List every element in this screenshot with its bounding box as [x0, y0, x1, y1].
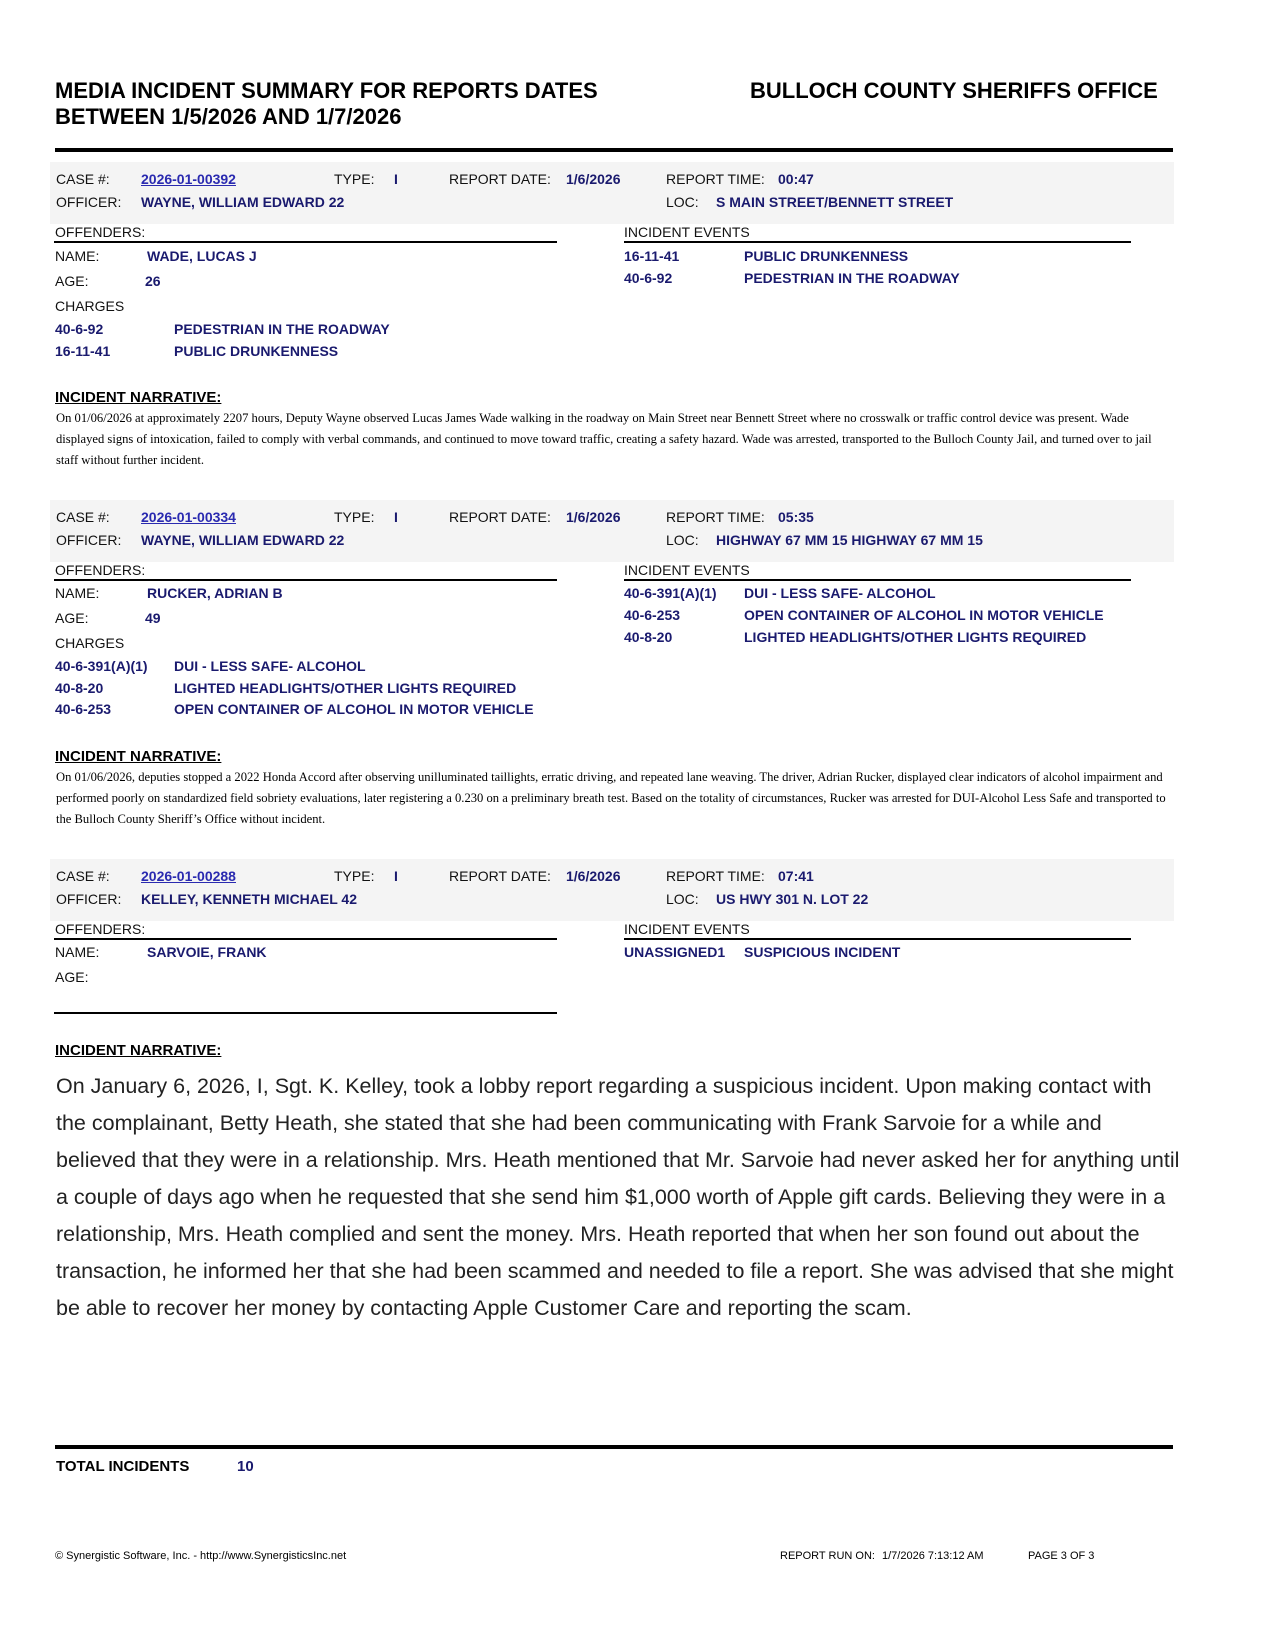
- loc-value: S MAIN STREET/BENNETT STREET: [716, 194, 954, 210]
- loc-value: HIGHWAY 67 MM 15 HIGHWAY 67 MM 15: [716, 532, 983, 548]
- total-incidents-label: TOTAL INCIDENTS: [56, 1458, 190, 1475]
- narrative-heading: INCIDENT NARRATIVE:: [55, 748, 222, 765]
- offender-name: RUCKER, ADRIAN B: [147, 585, 283, 601]
- case-number-link[interactable]: 2026-01-00334: [141, 509, 236, 525]
- charge-code: 40-6-253: [55, 701, 112, 717]
- report-date-value: 1/6/2026: [566, 509, 621, 525]
- events-underline: [624, 241, 1131, 243]
- narrative-text: On January 6, 2026, I, Sgt. K. Kelley, took a lobby report regarding a suspicious incident. Upon making contact with the complainant, Betty Heath, she stated that she had been communicating with Frank Sarvoie for a while and believed that they were in a relationship. Mrs. Heath mentioned that Mr. Sarvoie had never asked her for anything until a couple of days ago when he requested that she send him $1,000 worth of Apple gift cards. Believing they were in a relationship, Mrs. Heath complied and sent the money. Mrs. Heath reported that when her son found out about the transaction, he informed her that she had been scammed and needed to file a report. She was advised that she might be able to recover her money by contacting Apple Customer Care and reporting the scam.: [56, 1074, 1180, 1320]
- offenders-underline: [54, 938, 557, 940]
- charge-code: 40-8-20: [55, 680, 104, 696]
- charge-code: 40-6-391(A)(1): [55, 658, 148, 674]
- type-label: TYPE:: [334, 171, 375, 187]
- loc-label: LOC:: [666, 532, 699, 548]
- event-desc: SUSPICIOUS INCIDENT: [744, 944, 901, 960]
- incident-events-label: INCIDENT EVENTS: [624, 562, 750, 578]
- event-code: 40-8-20: [624, 629, 673, 645]
- narrative-heading: INCIDENT NARRATIVE:: [55, 1042, 222, 1059]
- page-indicator: PAGE 3 OF 3: [1028, 1550, 1095, 1562]
- type-value: I: [394, 171, 398, 187]
- type-label: TYPE:: [334, 509, 375, 525]
- report-run-label: REPORT RUN ON:: [780, 1550, 875, 1562]
- narrative-text: On 01/06/2026, deputies stopped a 2022 Honda Accord after observing unilluminated taillights, erratic driving, and repeated lane weaving. The driver, Adrian Rucker, displayed clear indicators of alcohol impairment and performed poorly on standardized field sobriety evaluations, later registering a 0.230 on a preliminary breath test. Based on the totality of circumstances, Rucker was arrested for DUI-Alcohol Less Safe and transported to the Bulloch County Sheriff’s Office without incident.: [56, 770, 1166, 826]
- event-code: 40-6-253: [624, 607, 681, 623]
- age-label: AGE:: [55, 969, 89, 985]
- case-number-link[interactable]: 2026-01-00288: [141, 868, 236, 884]
- case-number-label: CASE #:: [56, 509, 110, 525]
- report-time-value: 05:35: [778, 509, 814, 525]
- report-date-label: REPORT DATE:: [449, 868, 551, 884]
- charge-desc: DUI - LESS SAFE- ALCOHOL: [174, 658, 366, 674]
- narrative-text: On 01/06/2026 at approximately 2207 hours, Deputy Wayne observed Lucas James Wade walking in the roadway on Main Street near Bennett Street where no crosswalk or traffic control device was present. Wade displayed signs of intoxication, failed to comply with verbal commands, and continued to move toward traffic, creating a safety hazard. Wade was arrested, transported to the Bulloch County Jail, and turned over to jail staff without further incident.: [56, 411, 1152, 467]
- events-underline: [624, 938, 1131, 940]
- report-time-label: REPORT TIME:: [666, 868, 765, 884]
- officer-label: OFFICER:: [56, 194, 122, 210]
- report-date-value: 1/6/2026: [566, 171, 621, 187]
- type-value: I: [394, 868, 398, 884]
- name-label: NAME:: [55, 248, 100, 264]
- event-code: 40-6-92: [624, 270, 673, 286]
- age-label: AGE:: [55, 273, 89, 289]
- event-code: 16-11-41: [624, 248, 680, 264]
- charges-label: CHARGES: [55, 635, 125, 651]
- officer-label: OFFICER:: [56, 532, 122, 548]
- event-desc: LIGHTED HEADLIGHTS/OTHER LIGHTS REQUIRED: [744, 629, 1087, 645]
- type-value: I: [394, 509, 398, 525]
- officer-value: WAYNE, WILLIAM EDWARD 22: [141, 194, 345, 210]
- offender-name: SARVOIE, FRANK: [147, 944, 267, 960]
- charge-desc: OPEN CONTAINER OF ALCOHOL IN MOTOR VEHICLE: [174, 701, 534, 717]
- event-desc: PUBLIC DRUNKENNESS: [744, 248, 909, 264]
- charge-desc: LIGHTED HEADLIGHTS/OTHER LIGHTS REQUIRED: [174, 680, 517, 696]
- header-rule: [55, 148, 1173, 152]
- report-time-value: 07:41: [778, 868, 814, 884]
- footer-copyright: © Synergistic Software, Inc. - http://www.SynergisticsInc.net: [55, 1550, 347, 1562]
- total-incidents-value: 10: [237, 1458, 254, 1475]
- report-title-line1: MEDIA INCIDENT SUMMARY FOR REPORTS DATES: [55, 78, 598, 103]
- event-desc: OPEN CONTAINER OF ALCOHOL IN MOTOR VEHICLE: [744, 607, 1104, 623]
- charge-desc: PUBLIC DRUNKENNESS: [174, 343, 339, 359]
- report-date-label: REPORT DATE:: [449, 509, 551, 525]
- offender-age: 49: [145, 610, 161, 626]
- loc-label: LOC:: [666, 194, 699, 210]
- incident-events-label: INCIDENT EVENTS: [624, 224, 750, 240]
- offenders-label: OFFENDERS:: [55, 224, 146, 240]
- report-date-label: REPORT DATE:: [449, 171, 551, 187]
- report-title-line2: BETWEEN 1/5/2026 AND 1/7/2026: [55, 104, 402, 129]
- type-label: TYPE:: [334, 868, 375, 884]
- officer-value: KELLEY, KENNETH MICHAEL 42: [141, 891, 357, 907]
- offender-name: WADE, LUCAS J: [147, 248, 257, 264]
- report-time-value: 00:47: [778, 171, 814, 187]
- event-desc: DUI - LESS SAFE- ALCOHOL: [744, 585, 936, 601]
- name-label: NAME:: [55, 585, 100, 601]
- event-desc: PEDESTRIAN IN THE ROADWAY: [744, 270, 960, 286]
- offender-section-divider: [54, 1012, 557, 1014]
- case-number-label: CASE #:: [56, 868, 110, 884]
- incident-events-label: INCIDENT EVENTS: [624, 921, 750, 937]
- offenders-underline: [54, 579, 557, 581]
- officer-label: OFFICER:: [56, 891, 122, 907]
- offenders-underline: [54, 241, 557, 243]
- loc-value: US HWY 301 N. LOT 22: [716, 891, 869, 907]
- case-number-link[interactable]: 2026-01-00392: [141, 171, 236, 187]
- agency-name: BULLOCH COUNTY SHERIFFS OFFICE: [750, 78, 1158, 103]
- offender-age: 26: [145, 273, 161, 289]
- charges-label: CHARGES: [55, 298, 125, 314]
- report-time-label: REPORT TIME:: [666, 509, 765, 525]
- offenders-label: OFFENDERS:: [55, 921, 146, 937]
- offenders-label: OFFENDERS:: [55, 562, 146, 578]
- event-code: UNASSIGNED1: [624, 944, 726, 960]
- charge-desc: PEDESTRIAN IN THE ROADWAY: [174, 321, 390, 337]
- event-code: 40-6-391(A)(1): [624, 585, 717, 601]
- case-number-label: CASE #:: [56, 171, 110, 187]
- report-time-label: REPORT TIME:: [666, 171, 765, 187]
- charge-code: 16-11-41: [55, 343, 111, 359]
- totals-rule: [55, 1445, 1173, 1449]
- loc-label: LOC:: [666, 891, 699, 907]
- officer-value: WAYNE, WILLIAM EDWARD 22: [141, 532, 345, 548]
- age-label: AGE:: [55, 610, 89, 626]
- events-underline: [624, 579, 1131, 581]
- name-label: NAME:: [55, 944, 100, 960]
- report-date-value: 1/6/2026: [566, 868, 621, 884]
- report-run-value: 1/7/2026 7:13:12 AM: [882, 1550, 984, 1562]
- narrative-heading: INCIDENT NARRATIVE:: [55, 389, 222, 406]
- charge-code: 40-6-92: [55, 321, 104, 337]
